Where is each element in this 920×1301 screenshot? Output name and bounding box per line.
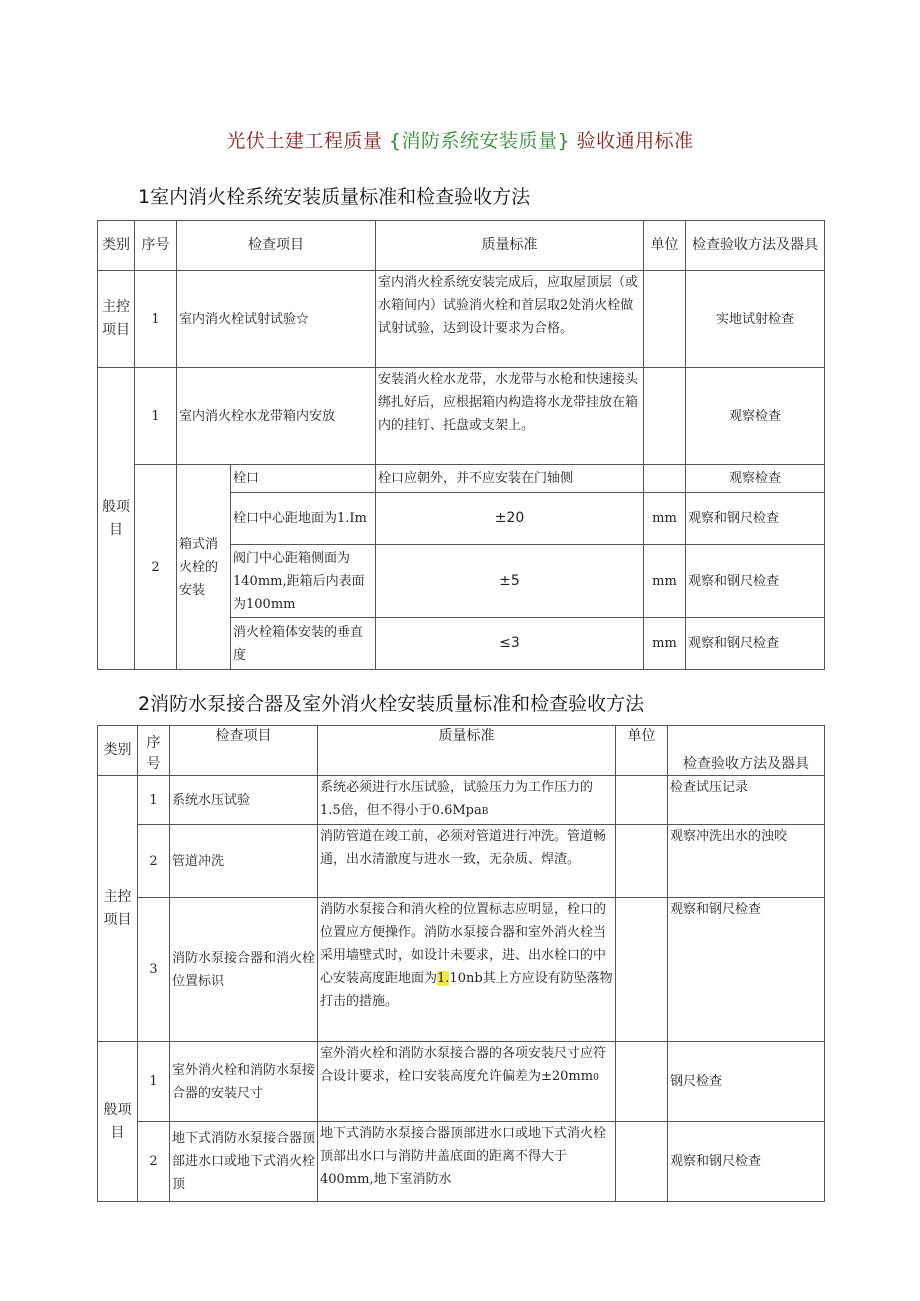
title-part-3: 验收通用标准 [576,130,694,152]
table-row [98,1042,825,1122]
category-general: 般项目 [98,1042,138,1202]
section2-heading: 2消防水泵接合器及室外消火栓安装质量标准和检查验收方法 [138,693,645,715]
row-method: 实地试射检查 [686,271,825,368]
row-item: 阀门中心距箱侧面为140mm,距箱后内表面为100mm [231,545,376,618]
row-seq: 2 [138,1122,170,1202]
row-method: 观察和钢尺检查 [686,545,825,618]
row-standard: ±5 [376,545,644,618]
row-standard: 安装消火栓水龙带，水龙带与水枪和快速接头绑扎好后，应根据箱内构造将水龙带挂放在箱内的挂钉、托盘或支架上。 [376,368,644,465]
row-unit: mm [644,545,686,618]
title-part-2: {消防系统安装质量} [388,130,571,152]
row-standard: 消防水泵接合和消火栓的位置标志应明显，栓口的位置应方便操作。消防水泵接合器和室外消火栓当采用墙壁式时，如设计未要求，进、出水栓口的中心安装高度距地面为1.10nb其上方应设有防坠落物打击的措施。 [318,898,616,1042]
row-item: 室内消火栓水龙带箱内安放 [177,368,376,465]
row-standard: 系统必须进行水压试验，试验压力为工作压力的1.5倍，但不得小于0.6MpaB [318,776,616,825]
header-category: 类别 [98,726,138,776]
row-standard: 地下式消防水泵接合器顶部进水口或地下式消火栓顶部出水口与消防井盖底面的距离不得大于400mm,地下室消防水 [318,1122,616,1202]
row-method: 观察和钢尺检查 [686,618,825,670]
header-method: 检查验收方法及器具 [686,221,825,271]
row-method: 检查试压记录 [668,776,825,825]
table-row [98,368,825,465]
row-method: 钢尺检查 [668,1042,825,1122]
row-unit [616,825,668,898]
section1-table [97,220,825,670]
row-unit [616,1042,668,1122]
row-unit: mm [644,493,686,545]
row-item: 栓口 [231,465,376,493]
section2-table [97,725,825,1202]
row-method: 观察检查 [686,368,825,465]
row-method: 观察冲洗出水的浊咬 [668,825,825,898]
row-method: 观察检查 [686,465,825,493]
row-item: 消火栓箱体安装的垂直度 [231,618,376,670]
row-unit [644,271,686,368]
row-item: 地下式消防水泵接合器顶部进水口或地下式消火栓顶 [170,1122,318,1202]
header-item: 检查项目 [177,221,376,271]
category-general: 般项目 [98,368,135,670]
row-seq: 1 [135,368,177,465]
row-item: 消防水泵接合器和消火栓位置标识 [170,898,318,1042]
row-item: 管道冲洗 [170,825,318,898]
title-part-1: 光伏土建工程质量 [226,130,383,152]
table-row [98,271,825,368]
table-row [98,1122,825,1202]
row-unit [644,465,686,493]
row-item: 栓口中心距地面为1.Im [231,493,376,545]
category-main: 主控项目 [98,271,135,368]
table-row [98,776,825,825]
row-unit [616,1122,668,1202]
row-seq: 2 [138,825,170,898]
row-seq: 3 [138,898,170,1042]
row-unit: mm [644,618,686,670]
table-row [98,825,825,898]
table-row [98,465,825,493]
row-seq: 1 [138,1042,170,1122]
row-standard: 消防管道在竣工前，必须对管道进行冲洗。管道畅通，出水清澈度与进水一致，无杂质、焊渣。 [318,825,616,898]
header-standard: 质量标准 [318,726,616,776]
row-standard: ≤3 [376,618,644,670]
row-standard: ±20 [376,493,644,545]
group-seq: 2 [135,465,177,670]
header-item: 检查项目 [170,726,318,776]
header-unit: 单位 [644,221,686,271]
header-method: 检查验收方法及器具 [668,726,825,776]
row-item: 室外消火栓和消防水泵接合器的安装尺寸 [170,1042,318,1122]
table-row [98,898,825,1042]
header-standard: 质量标准 [376,221,644,271]
header-unit: 单位 [616,726,668,776]
row-seq: 1 [135,271,177,368]
document-title [0,126,920,153]
row-unit [644,368,686,465]
row-standard: 室内消火栓系统安装完成后，应取屋顶层（或水箱间内）试验消火栓和首层取2处消火栓做试射试验，达到设计要求为合格。 [376,271,644,368]
row-seq: 1 [138,776,170,825]
row-method: 观察和钢尺检查 [668,898,825,1042]
row-method: 观察和钢尺检查 [686,493,825,545]
row-unit [616,776,668,825]
row-item: 系统水压试验 [170,776,318,825]
row-standard: 室外消火栓和消防水泵接合器的各项安装尺寸应符合设计要求，栓口安装高度允许偏差为±20mm0 [318,1042,616,1122]
row-item: 室内消火栓试射试验☆ [177,271,376,368]
group-label: 箱式消火栓的安装 [177,465,231,670]
header-seq: 序号 [138,726,170,776]
header-seq: 序号 [135,221,177,271]
row-method: 观察和钢尺检查 [668,1122,825,1202]
category-main: 主控项目 [98,776,138,1042]
row-unit [616,898,668,1042]
section1-heading: 1室内消火栓系统安装质量标准和检查验收方法 [138,186,531,208]
row-standard: 栓口应朝外，并不应安装在门轴侧 [376,465,644,493]
highlight-mark: 1. [437,971,450,986]
header-category: 类别 [98,221,135,271]
